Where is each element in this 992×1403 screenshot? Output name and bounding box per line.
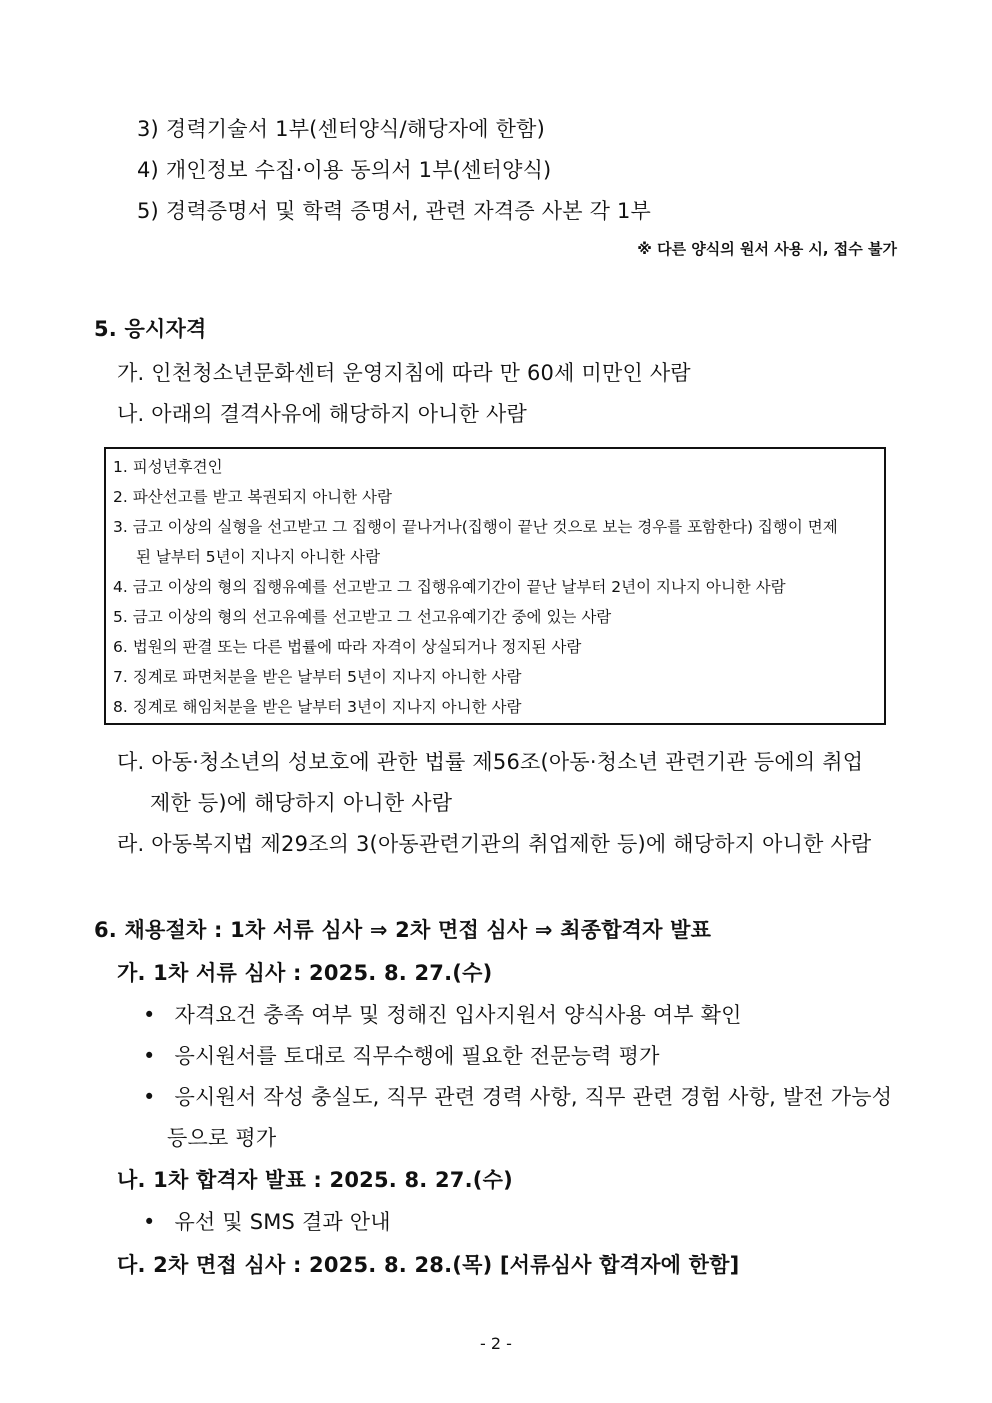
section6-da-title: 다. 2차 면접 심사 : 2025. 8. 28.(목) [서류심사 합격자에 한함] xyxy=(117,1253,740,1277)
box-item-8: 8. 징계로 해임처분을 받은 날부터 3년이 지나지 아니한 사람 xyxy=(113,698,522,716)
box-item-5: 5. 금고 이상의 형의 선고유예를 선고받고 그 선고유예기간 중에 있는 사람 xyxy=(113,608,612,626)
doc-item-3: 3) 경력기술서 1부(센터양식/해당자에 한함) xyxy=(137,117,545,141)
section5-da-line2: 제한 등)에 해당하지 아니한 사람 xyxy=(150,791,453,815)
box-item-1: 1. 피성년후견인 xyxy=(113,458,223,476)
ga-bullet-2-text: 응시원서를 토대로 직무수행에 필요한 전문능력 평가 xyxy=(174,1044,660,1068)
doc-item-5: 5) 경력증명서 및 학력 증명서, 관련 자격증 사본 각 1부 xyxy=(137,199,651,223)
form-warning-note: ※ 다른 양식의 원서 사용 시, 접수 불가 xyxy=(637,240,897,258)
ga-bullet-2 xyxy=(143,1042,660,1070)
section5-da-line1: 다. 아동·청소년의 성보호에 관한 법률 제56조(아동·청소년 관련기관 등에의 취업 xyxy=(117,750,864,774)
na-bullet-1-text: 유선 및 SMS 결과 안내 xyxy=(174,1210,391,1234)
section6-title: 6. 채용절차 : 1차 서류 심사 ⇒ 2차 면접 심사 ⇒ 최종합격자 발표 xyxy=(94,918,712,942)
page-number: - 2 - xyxy=(480,1334,512,1353)
bullet-icon: • xyxy=(143,1003,156,1027)
section5-ga: 가. 인천청소년문화센터 운영지침에 따라 만 60세 미만인 사람 xyxy=(117,361,691,385)
box-item-6: 6. 법원의 판결 또는 다른 법률에 따라 자격이 상실되거나 정지된 사람 xyxy=(113,638,582,656)
na-bullet-1 xyxy=(143,1208,391,1236)
ga-bullet-1 xyxy=(143,1001,742,1029)
section5-na: 나. 아래의 결격사유에 해당하지 아니한 사람 xyxy=(117,402,527,426)
ga-bullet-3-cont: 등으로 평가 xyxy=(167,1126,277,1150)
section6-ga-title: 가. 1차 서류 심사 : 2025. 8. 27.(수) xyxy=(117,961,493,985)
ga-bullet-3-text: 응시원서 작성 충실도, 직무 관련 경력 사항, 직무 관련 경험 사항, 발전 가능성 xyxy=(174,1085,893,1109)
section5-title: 5. 응시자격 xyxy=(94,317,207,341)
bullet-icon: • xyxy=(143,1210,156,1234)
box-item-3-cont: 된 날부터 5년이 지나지 아니한 사람 xyxy=(136,548,381,566)
box-item-2: 2. 파산선고를 받고 복권되지 아니한 사람 xyxy=(113,488,392,506)
bullet-icon: • xyxy=(143,1044,156,1068)
doc-item-4: 4) 개인정보 수집·이용 동의서 1부(센터양식) xyxy=(137,158,552,182)
section5-ra: 라. 아동복지법 제29조의 3(아동관련기관의 취업제한 등)에 해당하지 아니한 사람 xyxy=(117,832,872,856)
box-item-7: 7. 징계로 파면처분을 받은 날부터 5년이 지나지 아니한 사람 xyxy=(113,668,522,686)
bullet-icon: • xyxy=(143,1085,156,1109)
disqualification-box xyxy=(104,447,886,725)
ga-bullet-3 xyxy=(143,1083,892,1111)
section6-na-title: 나. 1차 합격자 발표 : 2025. 8. 27.(수) xyxy=(117,1168,513,1192)
box-item-4: 4. 금고 이상의 형의 집행유예를 선고받고 그 집행유예기간이 끝난 날부터 2년이 지나지 아니한 사람 xyxy=(113,578,786,596)
ga-bullet-1-text: 자격요건 충족 여부 및 정해진 입사지원서 양식사용 여부 확인 xyxy=(174,1003,742,1027)
box-item-3: 3. 금고 이상의 실형을 선고받고 그 집행이 끝나거나(집행이 끝난 것으로 보는 경우를 포함한다) 집행이 면제 xyxy=(113,518,838,536)
